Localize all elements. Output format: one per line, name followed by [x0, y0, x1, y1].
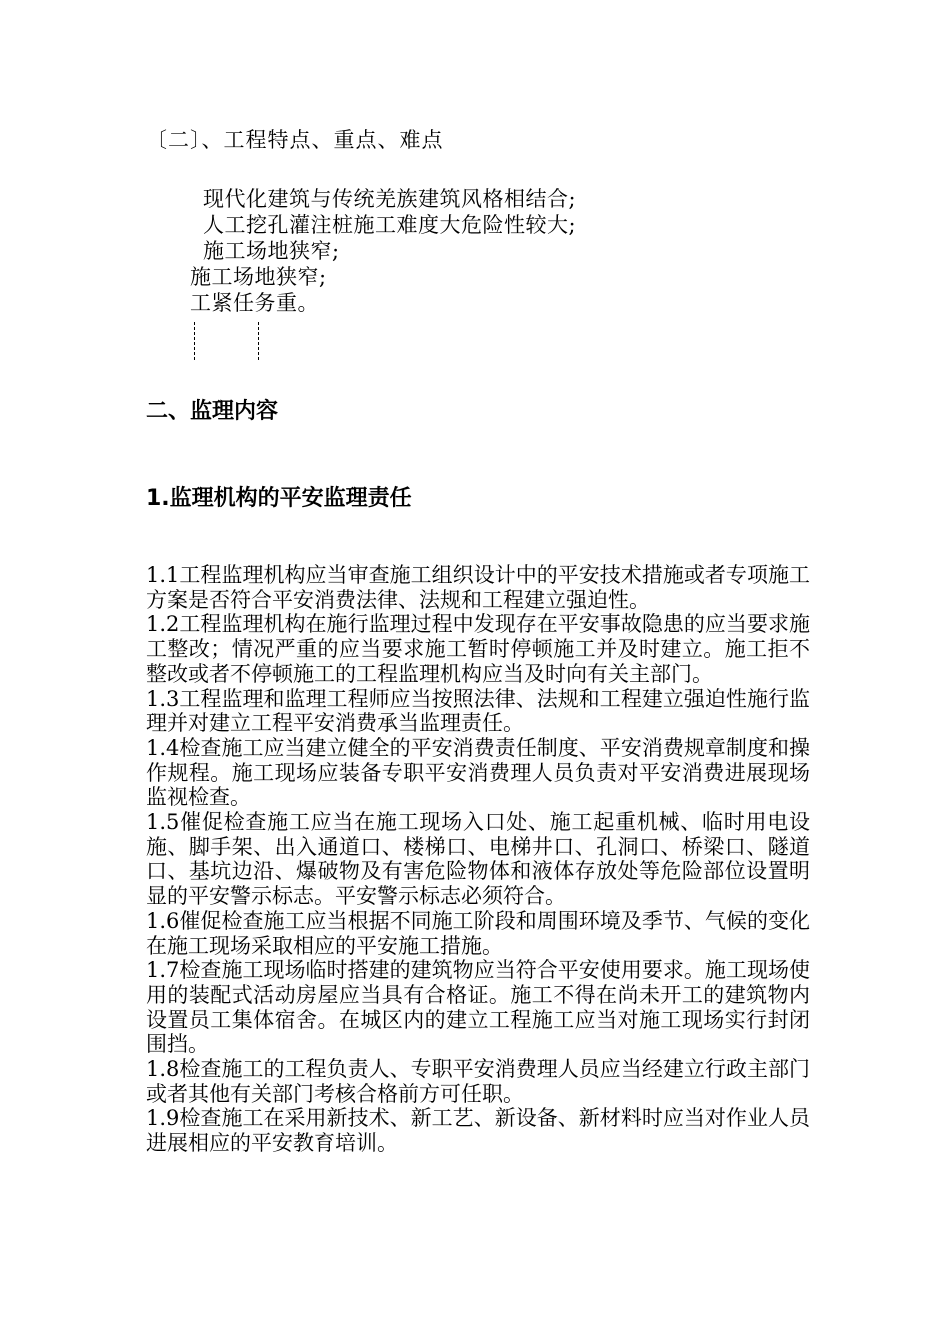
responsibility-item-1-2: 1.2工程监理机构在施行监理过程中发现存在平安事故隐患的应当要求施工整改；情况严重的应当要求施工暂时停顿施工并及时建立。施工拒不整改或者不停顿施工的工程监理机构应当及时向有关主部门。 [146, 612, 810, 686]
dashed-marker-right [258, 322, 259, 360]
heading-section-1: 1.监理机构的平安监理责任 [146, 486, 412, 511]
responsibility-item-1-8: 1.8检查施工的工程负责人、专职平安消费理人员应当经建立行政主部门或者其他有关部门考核合格前方可任职。 [146, 1057, 810, 1106]
dashed-marker-left [194, 322, 195, 360]
feature-item: 人工挖孔灌注桩施工难度大危险性较大; [203, 213, 577, 237]
feature-item: 工紧任务重。 [190, 291, 319, 315]
responsibility-item-1-7: 1.7检查施工现场临时搭建的建筑物应当符合平安使用要求。施工现场使用的装配式活动房屋应当具有合格证。施工不得在尚未开工的建筑物内设置员工集体宿舍。在城区内的建立工程施工应当对施工现场实行封闭围挡。 [146, 958, 810, 1057]
responsibility-item-1-4: 1.4检查施工应当建立健全的平安消费责任制度、平安消费规章制度和操作规程。施工现场应装备专职平安消费理人员负责对平安消费进展现场监视检查。 [146, 735, 810, 810]
responsibility-item-1-3: 1.3工程监理和监理工程师应当按照法律、法规和工程建立强迫性施行监理并对建立工程平安消费承当监理责任。 [146, 686, 810, 736]
feature-item: 施工场地狭窄; [203, 239, 340, 263]
responsibility-item-1-1: 1.1工程监理机构应当审查施工组织设计中的平安技术措施或者专项施工方案是否符合平安消费法律、法规和工程建立强迫性。 [146, 563, 810, 612]
responsibility-list [146, 563, 810, 1156]
responsibility-item-1-9: 1.9检查施工在采用新技术、新工艺、新设备、新材料时应当对作业人员进展相应的平安教育培训。 [146, 1106, 810, 1156]
feature-item: 现代化建筑与传统羌族建筑风格相结合; [203, 187, 577, 211]
feature-item: 施工场地狭窄; [190, 265, 327, 289]
subheading-project-features: 〔二〕、工程特点、重点、难点 [146, 128, 444, 152]
responsibility-item-1-6: 1.6催促检查施工应当根据不同施工阶段和周围环境及季节、气候的变化在施工现场采取相应的平安施工措施。 [146, 908, 810, 958]
responsibility-item-1-5: 1.5催促检查施工应当在施工现场入口处、施工起重机械、临时用电设施、脚手架、出入通道口、楼梯口、电梯井口、孔洞口、桥梁口、隧道口、基坑边沿、爆破物及有害危险物体和液体存放处等危险部位设置明显的平安警示标志。平安警示标志必须符合。 [146, 810, 810, 909]
heading-supervision-content: 二、监理内容 [146, 399, 279, 424]
